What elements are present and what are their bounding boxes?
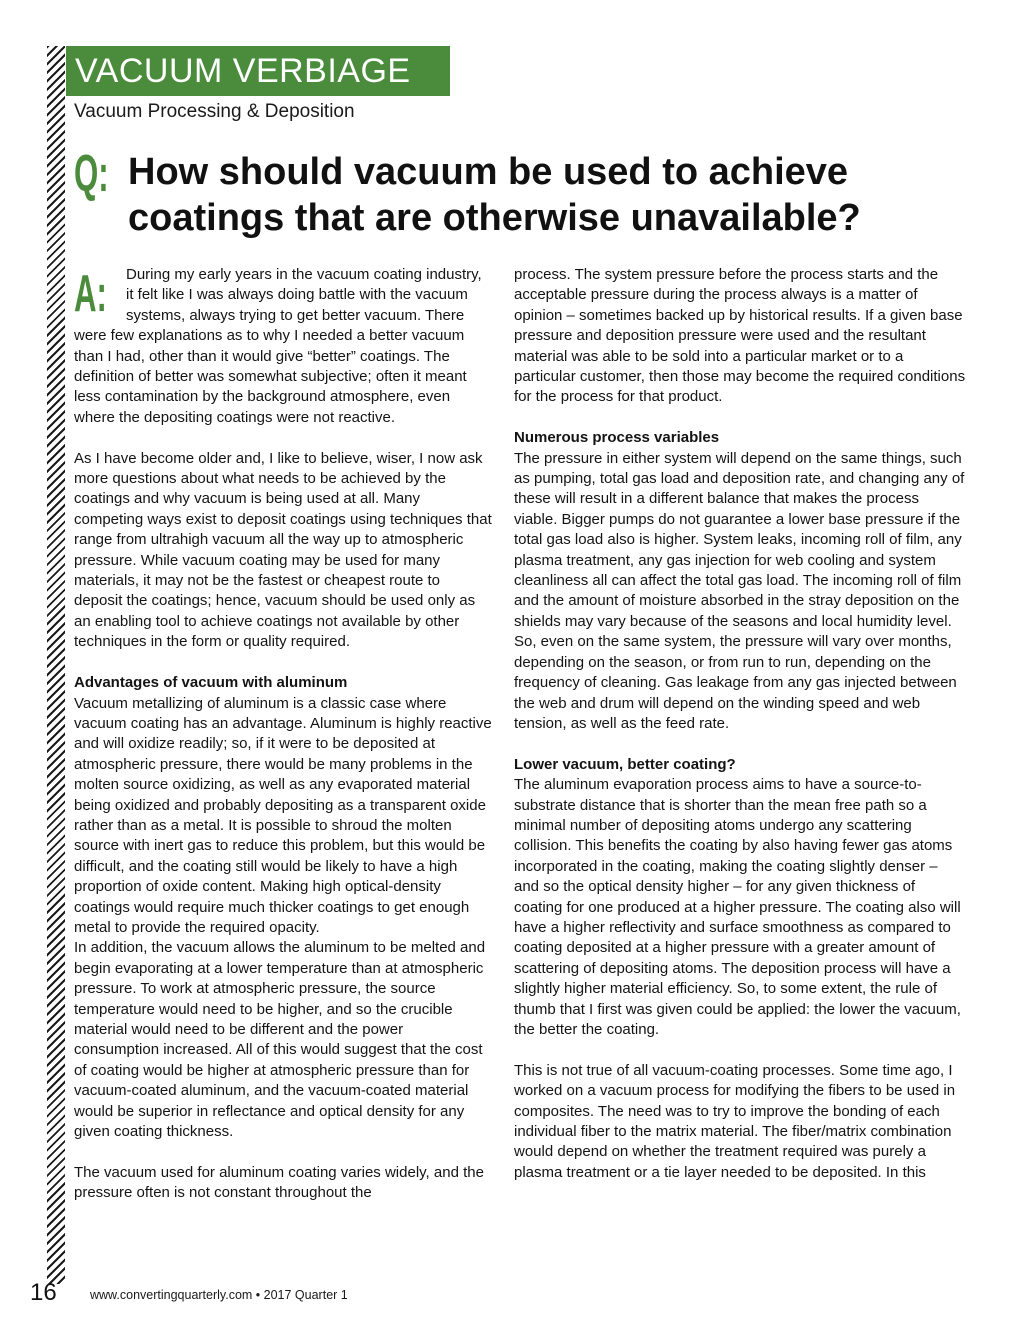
section-subtitle: Vacuum Processing & Deposition bbox=[74, 101, 355, 122]
paragraph: As I have become older and, I like to believe, wiser, I now ask more questions about what needs to be achieved by the coatings and why vacuum is being used at all. Many competing ways exist to deposit coatings using techniques that range from ultrahigh vacuum all the way up to atmospheric pressure. While vacuum coating may be used for many materials, it may not be the fastest or cheapest route to deposit the coatings; hence, vacuum should be used only as an enabling tool to achieve coatings not available by other techniques in the form or quality required. bbox=[74, 449, 492, 651]
article-column-left bbox=[74, 265, 492, 1204]
section-banner-title: VACUUM VERBIAGE bbox=[75, 52, 411, 90]
answer-mark-label: A: bbox=[74, 265, 107, 323]
section-heading: Advantages of vacuum with aluminum bbox=[74, 674, 348, 692]
section-heading: Lower vacuum, better coating? bbox=[514, 755, 736, 773]
decorative-hatch-stripe bbox=[47, 46, 65, 1284]
answer-mark-spacer bbox=[74, 265, 126, 325]
section-banner bbox=[66, 46, 450, 96]
paragraph: The vacuum used for aluminum coating varies widely, and the pressure often is not constant throughout the bbox=[74, 1163, 484, 1202]
paragraph: process. The system pressure before the process starts and the acceptable pressure during the process always is a matter of opinion – sometimes backed up by historical results. If a given base pressure and deposition pressure were used and the resultant material was able to be sold into a particular market or to a particular customer, then those may become the required conditions for the process for that product. bbox=[514, 266, 966, 406]
footer-publication-info: www.convertingquarterly.com • 2017 Quarter 1 bbox=[90, 1288, 348, 1302]
article-column-right bbox=[514, 265, 966, 1183]
paragraph: In addition, the vacuum allows the aluminum to be melted and begin evaporating at a lower temperature than at atmospheric pressure. To work at atmospheric pressure, the source temperature would need to be higher, and so the crucible material would need to be different and the power consumption increased. All of this would suggest that the cost of coating would be higher at atmospheric pressure than for vacuum-coated aluminum, and the vacuum-coated material would be superior in reflectance and optical density for any given coating thickness. bbox=[74, 939, 486, 1141]
paragraph: Vacuum metallizing of aluminum is a classic case where vacuum coating has an advantage. Aluminum is highly reactive and will oxidize readily; so, if it were to be deposited at atmospheric pressure, there would be many problems in the molten source oxidizing, as well as any evaporated material being oxidized and probably depositing as a transparent oxide rather than as a metal. It is possible to shroud the molten source with inert gas to reduce this problem, but this would be difficult, and the coating still would be likely to have a high proportion of oxide content. Making high optical-density coatings would require much thicker coatings to get enough metal to provide the required opacity. bbox=[74, 694, 492, 936]
page-number: 16 bbox=[30, 1279, 57, 1306]
paragraph: This is not true of all vacuum-coating processes. Some time ago, I worked on a vacuum process for modifying the fibers to be used in composites. The need was to try to improve the bonding of each individual fiber to the matrix material. The fiber/matrix combination would depend on whether the treatment required was purely a plasma treatment or a tie layer needed to be deposited. In this bbox=[514, 1061, 956, 1181]
paragraph: The aluminum evaporation process aims to have a source-to-substrate distance that is shorter than the mean free path so a minimal number of depositing atoms undergo any scattering collision. This benefits the coating by also having fewer gas atoms incorporated in the coating, making the coating slightly denser – and so the optical density higher – for any given thickness of coating for one produced at a higher pressure. The coating also will have a higher reflectivity and surface smoothness as compared to coating deposited at a higher pressure with a greater amount of scattering of depositing atoms. The deposition process will have a slightly higher material efficiency. So, to some extent, the rule of thumb that I first was given could be applied: the lower the vacuum, the better the coating. bbox=[514, 776, 961, 1038]
section-heading: Numerous process variables bbox=[514, 429, 720, 447]
question-mark-label: Q: bbox=[74, 145, 109, 203]
paragraph: The pressure in either system will depend on the same things, such as pumping, total gas load and deposition rate, and changing any of these will result in a different balance that makes the process viable. Bigger pumps do not guarantee a lower base pressure if the total gas load also is higher. System leaks, incoming roll of film, any plasma treatment, any gas injection for web cooling and system cleanliness all can affect the total gas load. The incoming roll of film and the amount of moisture absorbed in the stray deposition on the shields may vary because of the seasons and local humidity level. So, even on the same system, the pressure will vary over months, depending on the season, or from run to run, depending on the frequency of cleaning. Gas leakage from any gas injected between the web and drum will depend on the winding speed and web tension, as well as the feed rate. bbox=[514, 449, 965, 732]
question-heading: How should vacuum be used to achieve coatings that are otherwise unavailable? bbox=[128, 151, 861, 239]
paragraph: During my early years in the vacuum coating industry, it felt like I was always doing battle with the vacuum systems, always trying to get better vacuum. There were few explanations as to why I needed a better vacuum than I had, other than it would give “better” coatings. The definition of better was somewhat subjective; often it meant less contamination by the background atmosphere, even where the depositing coatings were not reactive. bbox=[74, 266, 482, 426]
